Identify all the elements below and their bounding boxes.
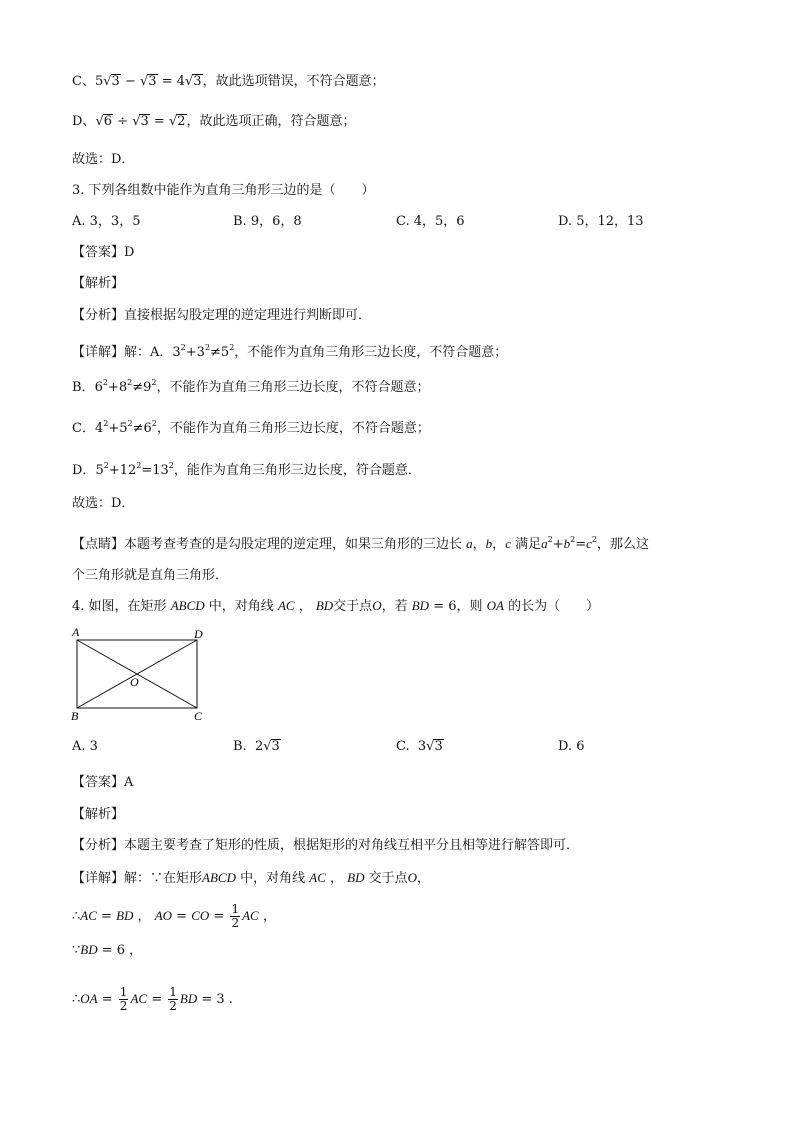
q4-detail-3: ∵BD = 6 ，: [72, 942, 143, 958]
question-4: 4. 如图，在矩形 ABCD 中，对角线 AC ， BD交于点O，若 BD = 6，则 OA 的长为（ ）: [72, 598, 600, 614]
q4-option-c: C. 3√3: [396, 739, 443, 754]
q3-detail-b: B．$6^2+8^2\ne 9^2$，不能作为直角三角形三边长度，不符合题意；: [72, 378, 430, 395]
q3-option-b: B. 9，6，8: [233, 214, 302, 229]
label-d: D: [194, 627, 203, 641]
q4-option-d: D. 6: [558, 739, 585, 754]
q4-option-b: B. 2√3: [233, 739, 280, 754]
q3-dianjing-1: 【点睛】本题考查考查的是勾股定理的逆定理，如果三角形的三边长 a，b，c 满足$a^2+b^2=c^2$，那么这: [72, 535, 650, 552]
q3-answer: 【答案】D: [72, 245, 135, 260]
answer-choice-1: 故选：D．: [72, 152, 135, 167]
option-d-previous: D、√6 ÷ √3 = √2，故此选项正确，符合题意；: [72, 114, 356, 129]
rectangle-figure: [66, 624, 216, 724]
label-b: B: [71, 709, 79, 723]
label-c: C: [194, 709, 203, 723]
q4-analysis: 【分析】本题主要考查了矩形的性质，根据矩形的对角线互相平分且相等进行解答即可．: [72, 838, 580, 853]
q4-answer: 【答案】A: [72, 775, 134, 790]
q3-option-d: D. 5，12，13: [558, 214, 644, 229]
label-a: A: [72, 625, 80, 639]
label-o: O: [130, 675, 139, 689]
q3-analysis: 【分析】直接根据勾股定理的逆定理进行判断即可．: [72, 308, 372, 323]
q4-option-a: A. 3: [72, 739, 98, 754]
q3-detail-a: 【详解】解：A．$3^2+3^2\ne 5^2$，不能作为直角三角形三边长度，不符合题意；: [72, 343, 508, 360]
q3-jiexi: 【解析】: [72, 276, 125, 291]
q3-detail-d: D．$5^2+12^2=13^2$，能作为直角三角形三边长度，符合题意．: [72, 461, 421, 478]
answer-choice-2: 故选：D．: [72, 496, 135, 511]
q4-detail-4: ∴OA = $\frac{1}{2}$ AC = $\frac{1}{2}$ BD = 3 .: [72, 985, 233, 1013]
q4-jiexi: 【解析】: [72, 807, 125, 822]
option-c-previous: C、5√3 − √3 = 4√3，故此选项错误，不符合题意；: [72, 74, 385, 89]
q3-dianjing-2: 个三角形就是直角三角形．: [72, 568, 229, 583]
q3-option-c: C. 4，5，6: [396, 214, 465, 229]
q4-detail-2: ∴AC = BD ， AO = CO = $\frac{1}{2}$ AC ，: [72, 902, 276, 930]
q4-detail-1: 【详解】解：∵在矩形ABCD 中，对角线 AC ， BD 交于点O，: [72, 870, 431, 886]
q3-detail-c: C．$4^2+5^2\ne 6^2$，不能作为直角三角形三边长度，不符合题意；: [72, 419, 430, 436]
q3-option-a: A. 3，3，5: [72, 214, 141, 229]
question-3: 3. 下列各组数中能作为直角三角形三边的是（ ）: [72, 183, 375, 198]
